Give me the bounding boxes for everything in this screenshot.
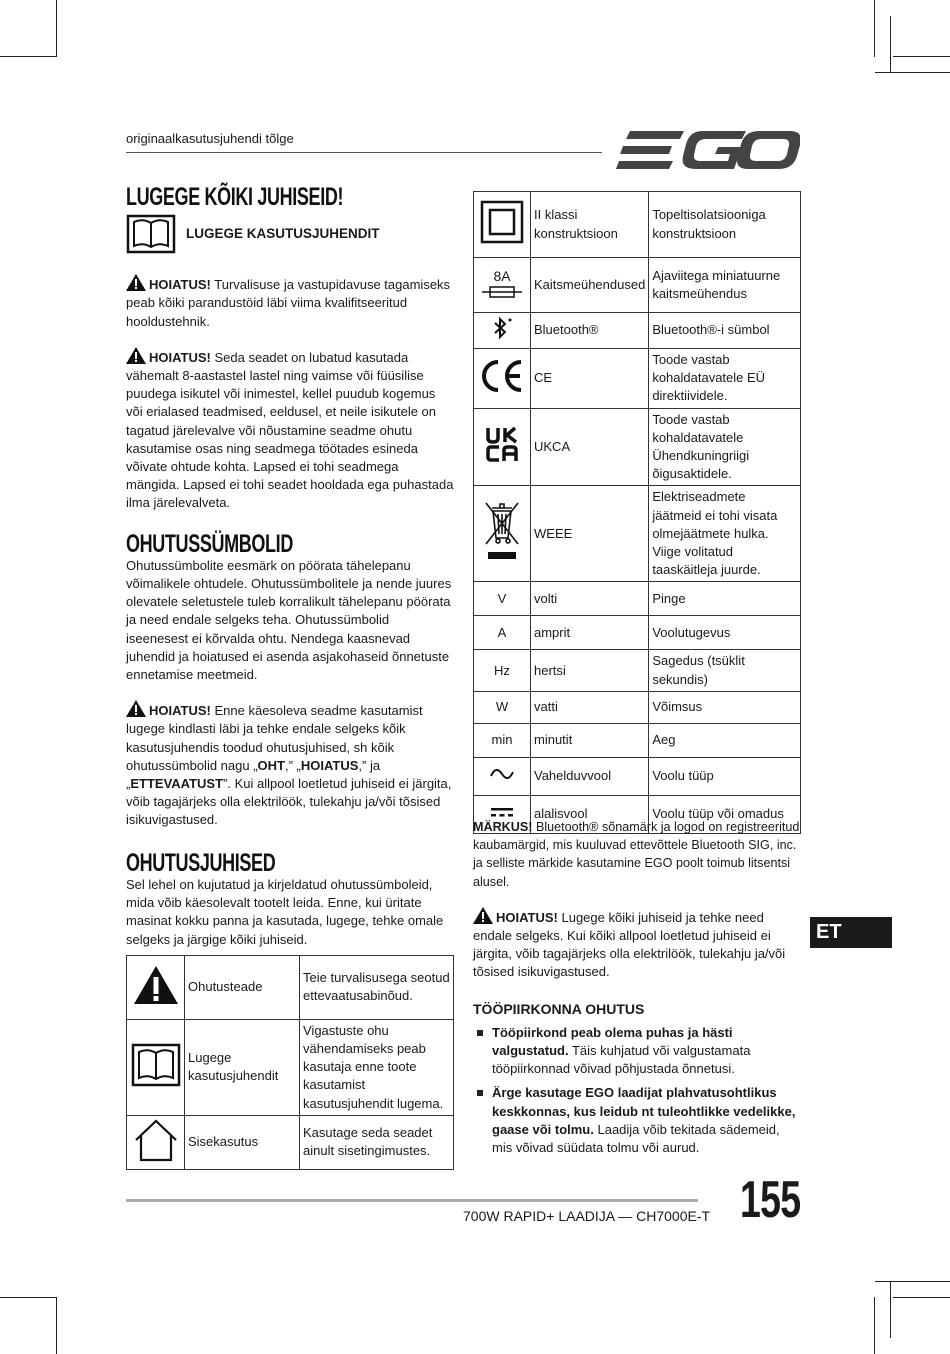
- table-row: [474, 723, 801, 757]
- bullet-text: Täis kuhjatud või valgustamata tööpiirkonnad võivad põhjustada õnnetusi.: [492, 1043, 751, 1077]
- right-column-text: [473, 818, 801, 1157]
- table-name-cell: Sisekasutus: [185, 1115, 300, 1169]
- table-desc-cell: Elektriseadmete jäätmeid ei tohi visata olmejäätmete hulka. Viige volitatud taaskäitleja juurde.: [649, 486, 801, 582]
- bullet-text: Laadija võib tekitada sädemeid, mis võivad süüdata tolmu või aurud.: [492, 1121, 780, 1156]
- symbol-cell: min: [474, 723, 531, 757]
- crop-mark: [56, 1297, 57, 1354]
- table-desc-cell: Sagedus (tsüklit sekundis): [649, 650, 801, 691]
- footer-rule: [126, 1199, 698, 1202]
- table-row: [474, 408, 801, 486]
- note-word: MÄRKUS!: [473, 820, 533, 834]
- warning-icon: [126, 700, 146, 717]
- crop-mark: [890, 1281, 891, 1338]
- page-number: 155: [740, 1171, 801, 1229]
- table-icon-cell: [474, 258, 531, 313]
- left-column: [126, 183, 454, 1170]
- note-paragraph: [473, 818, 801, 891]
- heading-work-area-safety: TÖÖPIIRKONNA OHUTUS: [473, 1000, 645, 1017]
- table-desc-cell: Pinge: [649, 582, 801, 616]
- language-tab: ET: [810, 917, 892, 948]
- symbol-cell: Hz: [474, 650, 531, 691]
- bluetooth-icon: [491, 316, 513, 340]
- crop-mark: [0, 56, 57, 57]
- table-desc-cell: Vigastuste ohu vähendamiseks peab kasutaja enne toote kasutamist kasutusjuhendit lugema.: [300, 1019, 454, 1115]
- crop-mark: [875, 72, 950, 73]
- table-icon-cell: [474, 313, 531, 349]
- crop-mark: [890, 16, 891, 73]
- table-row: [474, 313, 801, 349]
- bullet-bold-text: Tööpiirkond peab olema puhas ja hästi valgustatud.: [492, 1024, 733, 1059]
- bullet-bold-text: Ärge kasutage EGO laadijat plahvatusohtlikus keskkonnas, kus leidub nt tuleohtlikke vedelikke, gaase või tolmu.: [492, 1085, 796, 1137]
- warning-word: HOIATUS!: [149, 349, 211, 365]
- warning-word: HOIATUS!: [496, 909, 558, 925]
- table-desc-cell: Topeltisolatsiooniga konstruktsioon: [649, 192, 801, 258]
- dc-icon: [490, 806, 514, 818]
- heading-read-all: LUGEGE KÕIKI JUHISEID!: [126, 183, 344, 211]
- table-name-cell: vatti: [531, 691, 649, 723]
- right-symbol-table: [473, 191, 801, 834]
- signal-word-caution: ETTEVAATUST: [130, 776, 224, 792]
- crop-mark: [0, 1297, 57, 1298]
- warning-text: Enne käesoleva seadme kasutamist lugege kindlasti läbi ja tehke endale selgeks kõik kasutusjuhendis toodud ohutusjuhised, sh kõik ohutussümbolid nagu „: [126, 703, 423, 773]
- warning-text: Seda seadet on lubatud kasutada vähemalt 8-aastastel lastel ning vaimse või füüsilise puudega isikutel või inimestel, kellel puudub kogemus või erialased teadmised, eeldusel, et neile isikutele on tagatud järelevalve või nõustamine seadme ohutu kasutamise osas ning seadmega töötades esineda võivate ohtude kohta. Lapsed ei tohi seadmega mängida. Lapsed ei tohi seadet hooldada ega puhastada ilma järelevalveta.: [126, 349, 454, 511]
- table-desc-cell: Võimsus: [649, 691, 801, 723]
- right-column: [473, 191, 801, 834]
- crop-mark: [875, 1281, 950, 1282]
- table-row: [474, 192, 801, 258]
- symbols-paragraph: Ohutussümbolite eesmärk on pöörata tähelepanu võimalikele ohtudele. Ohutussümbolitele ja nende juures olevatele seletustele tuleb korralikult tähelepanu pöörata ja need endale selgeks teha. Ohutussümbolid iseenesest ei kõrvalda ohtu. Nendega kaasnevad juhendid ja hoiatused ei asenda asjakohaseid õnnetuste ennetamise meetmeid.: [126, 557, 452, 683]
- table-desc-cell: Voolutugevus: [649, 616, 801, 650]
- table-icon-cell: [474, 757, 531, 795]
- table-desc-cell: Voolu tüüp või omadus: [649, 795, 801, 833]
- warning-paragraph-1: [126, 274, 454, 331]
- symbol-cell: A: [474, 616, 531, 650]
- bullet-icon: [477, 1090, 483, 1096]
- list-item: [473, 1024, 801, 1079]
- table-row: [474, 691, 801, 723]
- left-symbol-table: [126, 955, 454, 1170]
- table-name-cell: Vahelduvvool: [531, 757, 649, 795]
- weee-icon: [480, 498, 524, 564]
- table-name-cell: Ohutusteade: [185, 955, 300, 1019]
- table-row: [474, 616, 801, 650]
- table-icon-cell: [474, 486, 531, 582]
- warning-text: Lugege kõiki juhiseid ja tehke need endale selgeks. Kui kõiki allpool loetletud juhiseid ei järgita, võib tagajärjeks olla elektrilöök, tulekahju ja/või tõsised isikuvigastused.: [473, 909, 786, 980]
- warning-paragraph-4: [473, 907, 801, 982]
- table-row: [474, 582, 801, 616]
- table-row: [127, 1115, 454, 1169]
- list-item: [473, 1084, 801, 1157]
- symbol-cell: V: [474, 582, 531, 616]
- ukca-icon: [485, 426, 519, 462]
- warning-icon: [473, 907, 493, 924]
- warning-text: Turvalisuse ja vastupidavuse tagamiseks peab kõiki parandustöid läbi viima kvalifitseeritud hooldustehnik.: [126, 277, 451, 329]
- table-desc-cell: Aeg: [649, 723, 801, 757]
- fuse-rating: 8A: [493, 267, 511, 284]
- heading-safety-instructions: OHUTUSJUHISED: [126, 848, 276, 877]
- table-desc-cell: Toode vastab kohaldatavatele Ühendkuningriigi õigusaktidele.: [649, 408, 801, 486]
- table-name-cell: volti: [531, 582, 649, 616]
- warning-triangle-icon: [133, 964, 179, 1006]
- note-text: Bluetooth® sõnamärk ja logod on registreeritud kaubamärgid, mis kuuluvad ettevõttele Bluetooth SIG, inc. ja selliste märkide kasutamine EGO poolt toimub litsentsi alusel.: [473, 820, 800, 889]
- crop-mark: [893, 56, 950, 57]
- warning-word: HOIATUS!: [149, 703, 211, 719]
- warning-paragraph-3: [126, 700, 454, 829]
- table-icon-cell: [127, 1019, 185, 1115]
- instructions-paragraph: Sel lehel on kujutatud ja kirjeldatud ohutussümboleid, mida võib käesolevalt tootelt leida. Enne, kui üritate masinat kokku panna ja kasutada, lugege, tehke omale selgeks ja järgige kõiki juhiseid.: [126, 876, 444, 947]
- heading-safety-symbols: OHUTUSSÜMBOLID: [126, 529, 293, 558]
- fuse-icon: [482, 286, 522, 298]
- crop-mark: [874, 0, 875, 57]
- house-icon: [132, 1118, 180, 1162]
- table-row: [474, 258, 801, 313]
- crop-mark: [874, 1297, 875, 1354]
- book-icon: [131, 1043, 181, 1087]
- separator: ,” „: [284, 757, 301, 773]
- warning-icon: [126, 274, 146, 291]
- warning-text: ”. Kui allpool loetletud juhiseid ei järgita, võib tagajärjeks olla elektrilöök, tulekahju ja/või tõsised isikuvigastused.: [126, 776, 452, 828]
- table-desc-cell: Voolu tüüp: [649, 757, 801, 795]
- ego-logo: [616, 128, 800, 177]
- table-icon-cell: [127, 1115, 185, 1169]
- bullet-icon: [477, 1030, 483, 1036]
- warning-word: HOIATUS!: [149, 277, 211, 293]
- footer-product: 700W RAPID+ LAADIJA — CH7000E-T: [463, 1208, 711, 1224]
- table-row: [474, 349, 801, 409]
- warning-icon: [126, 347, 146, 364]
- table-desc-cell: Ajaviitega miniatuurne kaitsmeühendus: [649, 258, 801, 313]
- table-name-cell: II klassi konstruktsioon: [531, 192, 649, 258]
- table-name-cell: CE: [531, 349, 649, 409]
- signal-word-danger: OHT: [257, 757, 285, 773]
- read-manual-label: LUGEGE KASUTUSJUHENDIT: [186, 226, 380, 242]
- table-row: [127, 1019, 454, 1115]
- table-name-cell: hertsi: [531, 650, 649, 691]
- class-ii-icon: [480, 200, 524, 244]
- table-desc-cell: Bluetooth®-i sümbol: [649, 313, 801, 349]
- table-icon-cell: [474, 192, 531, 258]
- table-row: [474, 486, 801, 582]
- table-name-cell: Kaitsmeühendused: [531, 258, 649, 313]
- warning-paragraph-2: [126, 347, 454, 513]
- read-manual-row: [126, 214, 454, 254]
- table-name-cell: Bluetooth®: [531, 313, 649, 349]
- table-name-cell: WEEE: [531, 486, 649, 582]
- table-name-cell: alalisvool: [531, 795, 649, 833]
- table-desc-cell: Toode vastab kohaldatavatele EÜ direktiividele.: [649, 349, 801, 409]
- signal-word-warning: HOIATUS: [300, 757, 359, 773]
- table-row: [474, 650, 801, 691]
- ce-icon: [479, 359, 525, 393]
- table-name-cell: amprit: [531, 616, 649, 650]
- table-name-cell: minutit: [531, 723, 649, 757]
- table-name-cell: UKCA: [531, 408, 649, 486]
- crop-mark: [893, 1297, 950, 1298]
- table-icon-cell: [474, 408, 531, 486]
- table-name-cell: Lugege kasutusjuhendit: [185, 1019, 300, 1115]
- table-icon-cell: [474, 349, 531, 409]
- table-row: [127, 955, 454, 1019]
- header-rule: [126, 152, 602, 153]
- table-row: [474, 757, 801, 795]
- crop-mark: [56, 0, 57, 57]
- table-desc-cell: Kasutage seda seadet ainult sisetingimustes.: [300, 1115, 454, 1169]
- ac-icon: [489, 767, 515, 781]
- book-icon: [126, 214, 176, 254]
- document-subtitle: originaalkasutusjuhendi tõlge: [126, 131, 294, 146]
- separator: ,” ja „: [126, 757, 381, 792]
- table-icon-cell: [127, 955, 185, 1019]
- table-desc-cell: Teie turvalisusega seotud ettevaatusabinõud.: [300, 955, 454, 1019]
- symbol-cell: W: [474, 691, 531, 723]
